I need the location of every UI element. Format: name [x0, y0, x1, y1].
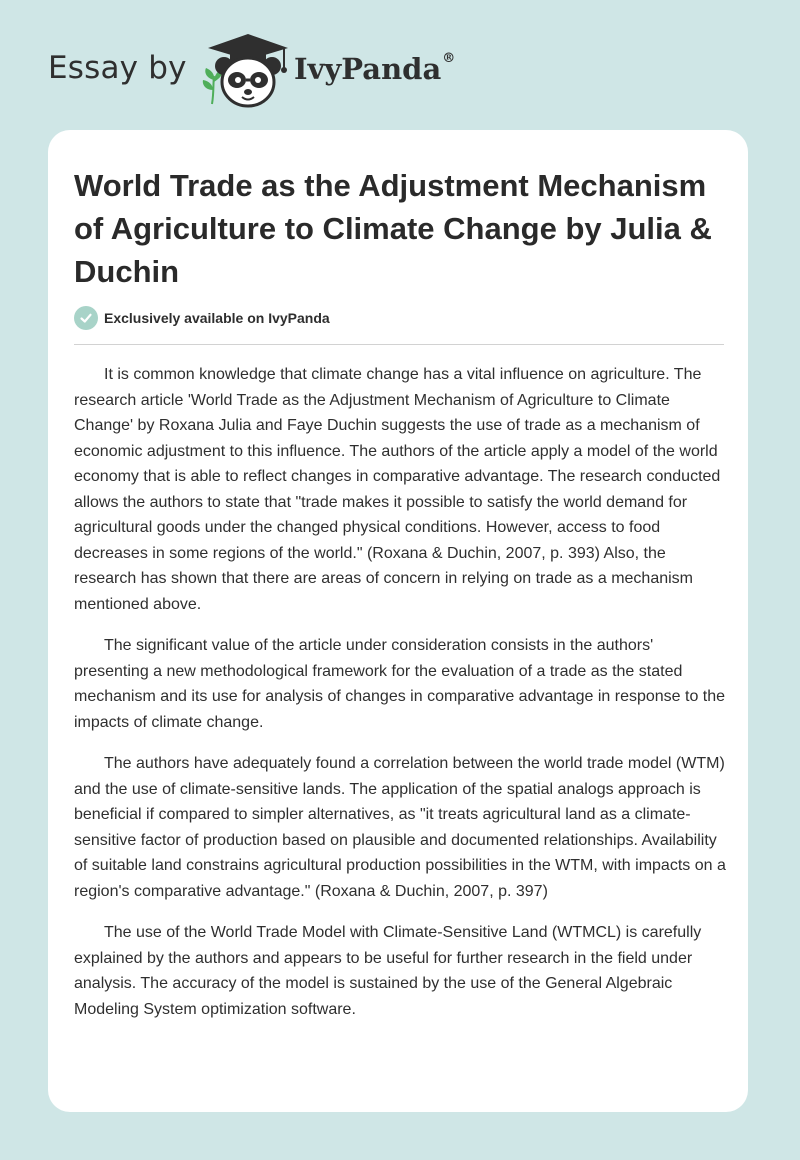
paragraph: The significant value of the article under consideration consists in the authors' presenting a new methodological framework for the evaluation of a trade as the stated mechanism and its use for analysis of changes in comparative advantage in response to the impacts of climate change.: [74, 637, 726, 731]
paragraph: The authors have adequately found a correlation between the world trade model (WTM) and the use of climate-sensitive lands. The application of the spatial analogs approach is beneficial if compared to simpler alternatives, as "it treats agricultural land as a climate-sensitive factor of production based on plausible and documented relationships. Availability of suitable land constrains agricultural production possibilities in the WTM, with impacts on a region's comparative advantage." (Roxana & Duchin, 2007, p. 397): [74, 755, 726, 900]
exclusive-badge-label: Exclusively available on IvyPanda: [104, 310, 330, 326]
trademark-symbol: ®: [442, 51, 456, 66]
check-circle-icon: [74, 306, 98, 330]
essay-card: [48, 130, 748, 1112]
brand-name[interactable]: IvyPanda®: [294, 51, 456, 86]
site-header: [0, 0, 800, 130]
essay-by-label: Essay by: [48, 50, 187, 86]
exclusive-badge: [74, 306, 330, 330]
essay-body: [74, 362, 726, 1038]
page-title: World Trade as the Adjustment Mechanism of Agriculture to Climate Change by Julia & Duchin: [74, 168, 712, 289]
panda-graduate-logo-icon[interactable]: [200, 30, 296, 110]
paragraph: It is common knowledge that climate change has a vital influence on agriculture. The research article 'World Trade as the Adjustment Mechanism of Agriculture to Climate Change' by Roxana Julia and Faye Duchin suggests the use of trade as a mechanism of economic adjustment to this influence. The authors of the article apply a model of the world economy that is able to reflect changes in comparative advantage. The research conducted allows the authors to state that "trade makes it possible to satisfy the world demand for agricultural goods under the changed physical conditions. However, access to food decreases in some regions of the world." (Roxana & Duchin, 2007, p. 393) Also, the research has shown that there are areas of concern in relying on trade as a mechanism mentioned above.: [74, 366, 721, 613]
paragraph: The use of the World Trade Model with Climate-Sensitive Land (WTMCL) is carefully explained by the authors and appears to be useful for further research in the field under analysis. The accuracy of the model is sustained by the use of the General Algebraic Modeling System optimization software.: [74, 924, 702, 1018]
title-divider: [74, 344, 724, 345]
